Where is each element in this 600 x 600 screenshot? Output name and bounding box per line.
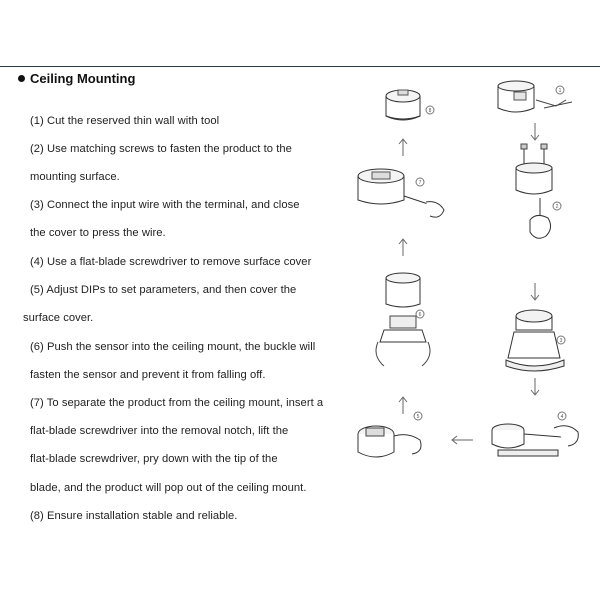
- step-number-2: 2: [555, 204, 559, 210]
- step-line-7: (5) Adjust DIPs to set parameters, and then cover the: [30, 284, 297, 296]
- step-number-6: 6: [418, 312, 422, 318]
- step-number-3: 3: [559, 338, 563, 344]
- step-line-11: (7) To separate the product from the ceiling mount, insert a: [30, 397, 324, 409]
- step-line-14: blade, and the product will pop out of the ceiling mount.: [30, 482, 307, 494]
- step-line-13: flat-blade screwdriver, pry down with the tip of the: [30, 453, 278, 465]
- step-7-device-screwdriver: [358, 169, 444, 217]
- step-line-9: (6) Push the sensor into the ceiling mount, the buckle will: [30, 341, 316, 353]
- step-line-1: (1) Cut the reserved thin wall with tool: [30, 115, 220, 127]
- step-number-4: 4: [560, 414, 564, 420]
- step-line-2: (2) Use matching screws to fasten the product to the: [30, 143, 292, 155]
- step-number-7: 7: [418, 180, 422, 186]
- step-6-sensor-mount: [376, 273, 430, 366]
- header-rule: [0, 66, 600, 67]
- step-line-8: surface cover.: [23, 312, 94, 324]
- step-8-device: [386, 90, 434, 120]
- step-number-5: 5: [416, 414, 420, 420]
- bullet-icon: [18, 75, 25, 82]
- step-line-6: (4) Use a flat-blade screwdriver to remove surface cover: [30, 256, 312, 268]
- step-1-cutting: [498, 81, 572, 112]
- step-3-ceiling-mount: [506, 310, 565, 371]
- step-2-screws: [516, 144, 561, 238]
- step-line-3: mounting surface.: [30, 171, 120, 183]
- step-line-10: fasten the sensor and prevent it from falling off.: [30, 369, 266, 381]
- step-line-15: (8) Ensure installation stable and reliable.: [30, 510, 238, 522]
- section-heading: [18, 71, 135, 86]
- installation-diagram: [348, 78, 600, 478]
- section-title: Ceiling Mounting: [30, 71, 136, 86]
- step-line-5: the cover to press the wire.: [30, 227, 166, 239]
- step-5-adjust-dips: [358, 412, 422, 457]
- step-4-remove-cover: [492, 412, 578, 456]
- step-line-4: (3) Connect the input wire with the terminal, and close: [30, 199, 300, 211]
- step-number-8: 8: [428, 108, 432, 114]
- step-line-12: flat-blade screwdriver into the removal notch, lift the: [30, 425, 289, 437]
- step-number-1: 1: [558, 88, 562, 94]
